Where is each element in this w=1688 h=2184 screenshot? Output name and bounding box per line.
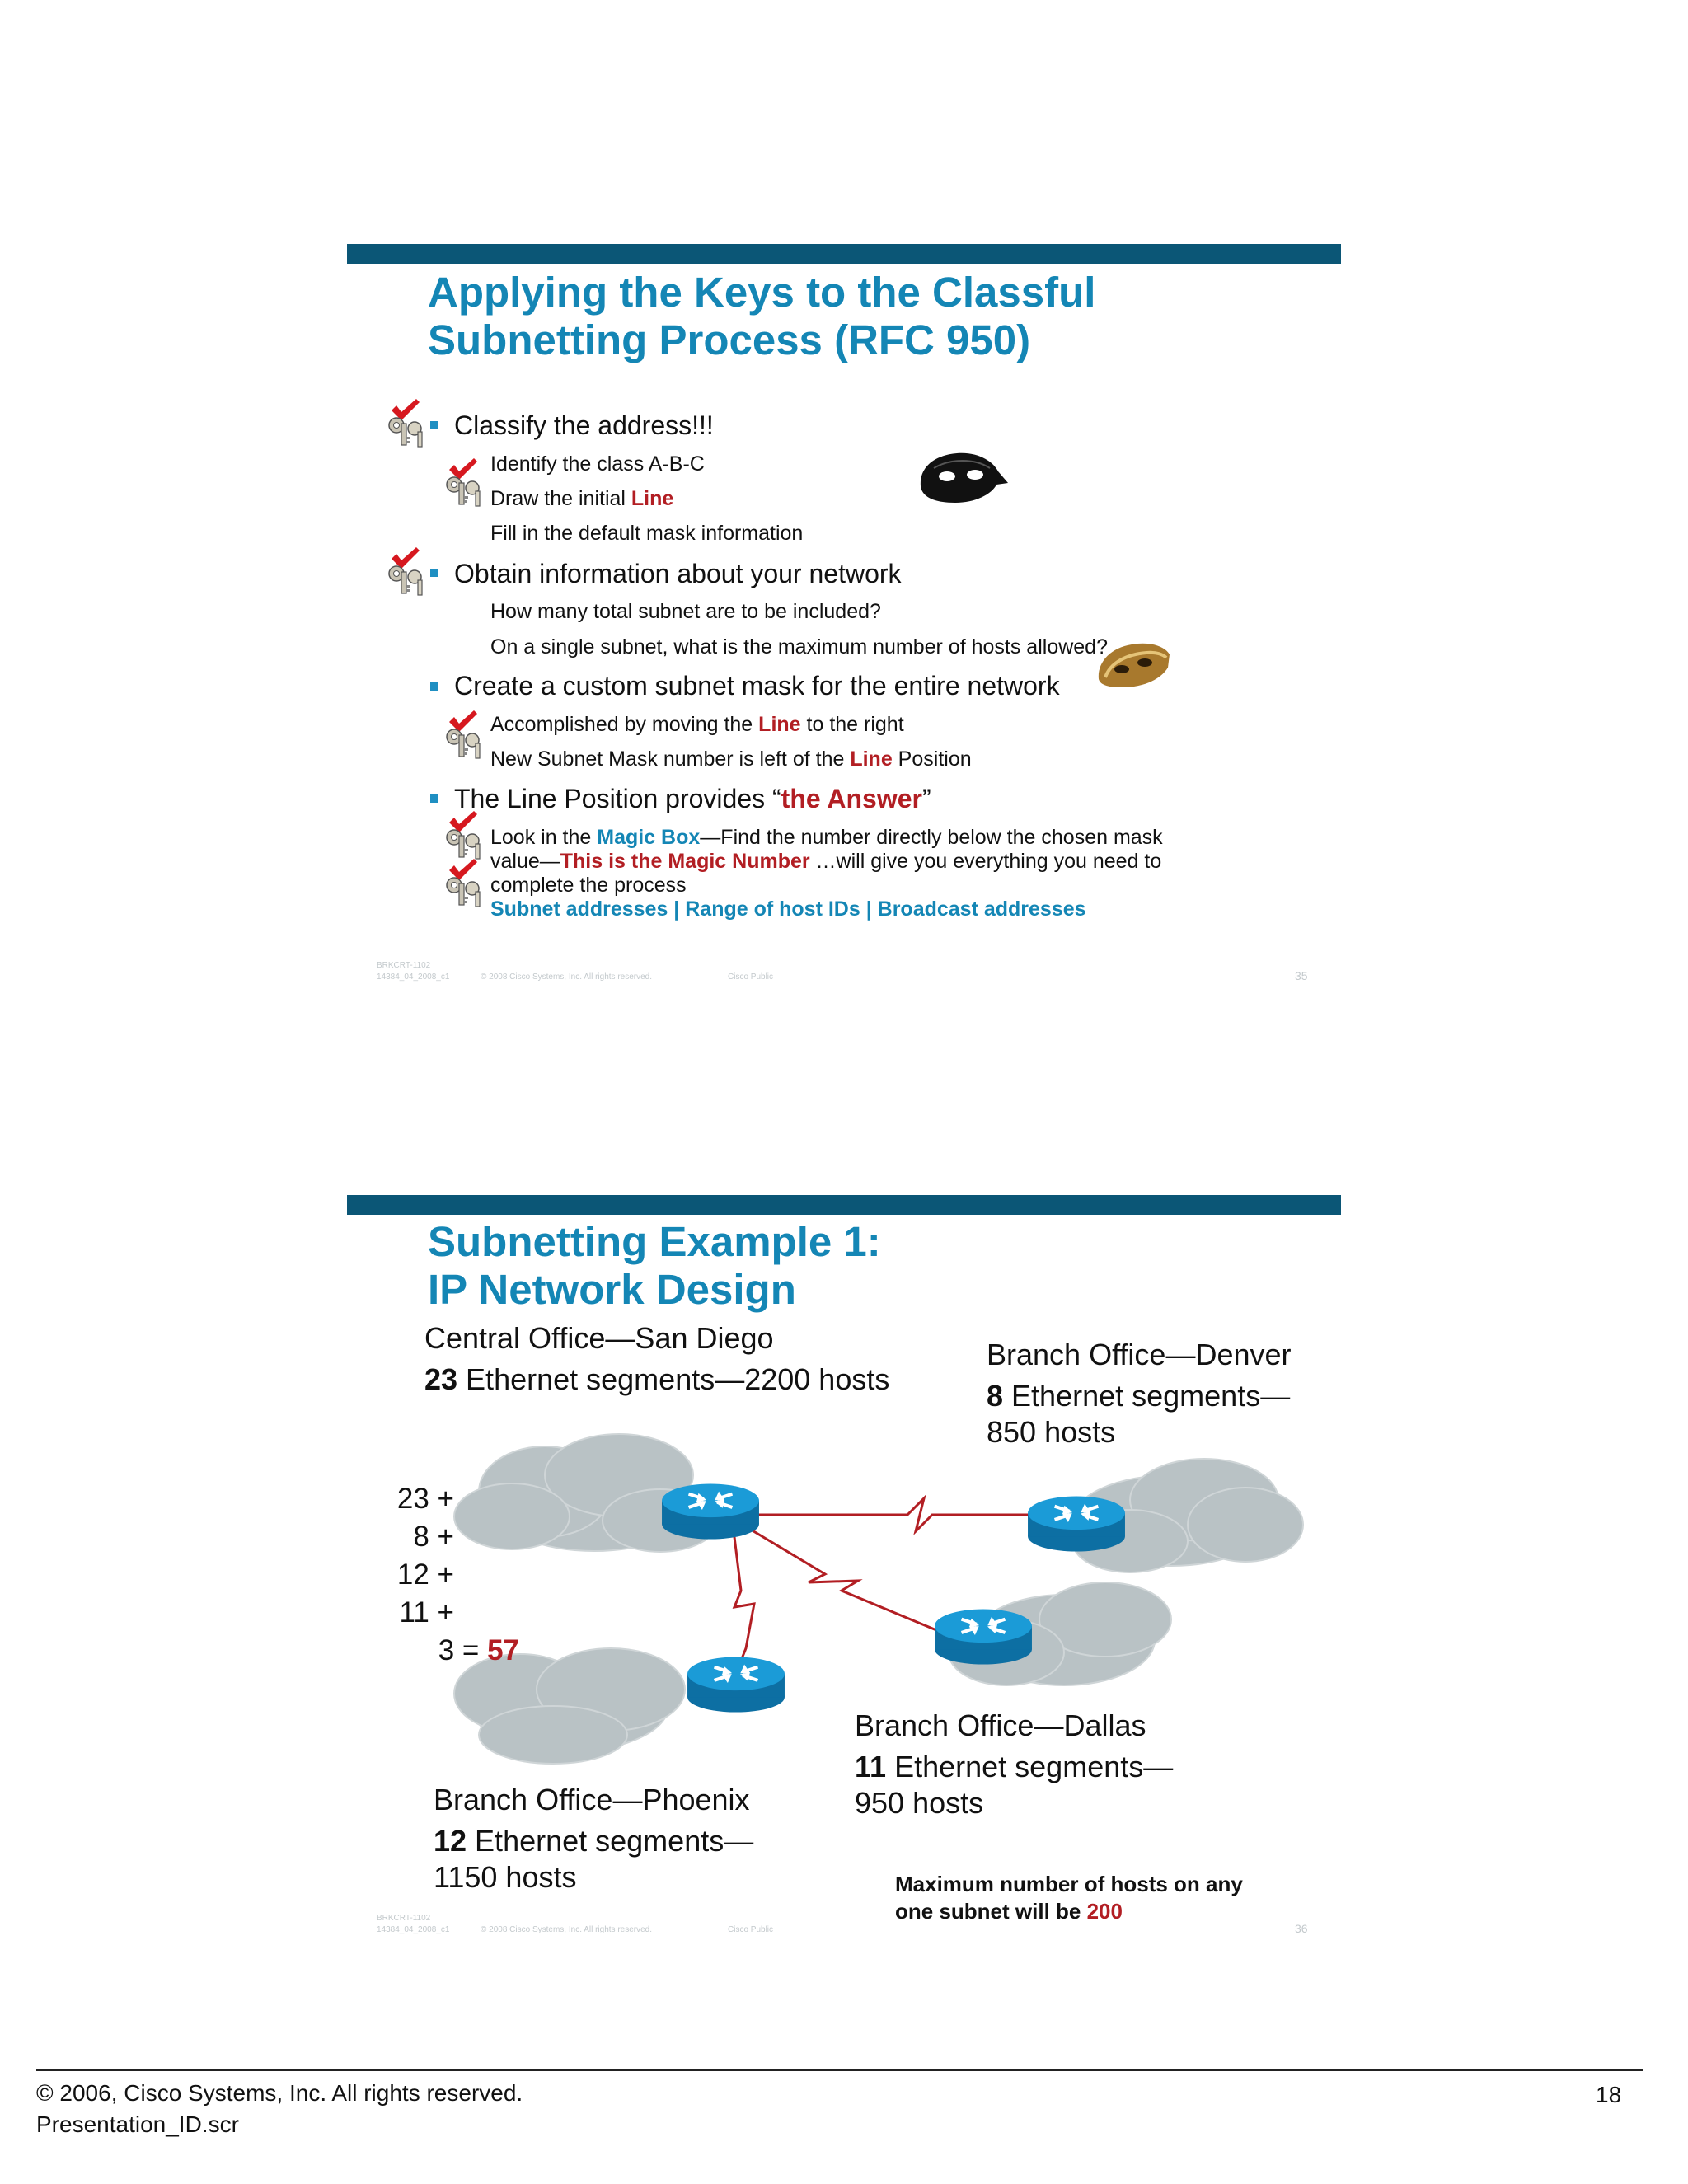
denver-office-detail	[987, 1378, 1292, 1414]
text: The Line Position provides “	[454, 784, 781, 813]
denver-office-hosts: 850 hosts	[987, 1415, 1116, 1449]
footer-copyright: © 2008 Cisco Systems, Inc. All rights reserved.	[481, 1925, 653, 1934]
central-office-name: Central Office—San Diego	[424, 1321, 774, 1355]
title-line-2: IP Network Design	[428, 1266, 796, 1313]
text: —Find the number directly below the chosen mask	[700, 826, 1163, 849]
footer-public: Cisco Public	[728, 1925, 774, 1934]
link-central-phoenix	[734, 1537, 754, 1665]
text: Accomplished by moving the	[490, 713, 759, 736]
segment-count: 12	[434, 1824, 467, 1858]
segment-count: 11	[855, 1750, 887, 1783]
sum-line: 8 +	[413, 1521, 454, 1553]
text: to the right	[800, 713, 904, 736]
router-icon	[662, 1483, 759, 1539]
bullet-custom-mask: Create a custom subnet mask for the entire network	[454, 671, 1060, 701]
bullet-square-icon	[430, 682, 438, 691]
page-footer-rule	[36, 2069, 1643, 2071]
key-icon	[444, 709, 487, 760]
sum-line: 11 +	[399, 1596, 454, 1629]
phoenix-office-label	[434, 1782, 753, 1896]
page-footer-copyright: © 2006, Cisco Systems, Inc. All rights reserved.	[36, 2080, 523, 2106]
sub-bullet-identify: Identify the class A-B-C	[490, 452, 705, 476]
key-icon	[444, 857, 487, 908]
line-keyword: Line	[758, 713, 801, 736]
footer-page-number: 36	[1295, 1922, 1308, 1935]
dallas-office-hosts: 950 hosts	[855, 1786, 984, 1820]
footer-session-id: BRKCRT-1102	[377, 1914, 431, 1923]
bullet-obtain-info: Obtain information about your network	[454, 559, 902, 588]
key-icon	[387, 546, 429, 597]
slide-36	[347, 1195, 1341, 1953]
link-central-denver	[734, 1498, 1031, 1531]
sub-bullet-magic-box	[490, 826, 1163, 850]
page-footer-number: 18	[1596, 2082, 1622, 2107]
text: Look in the	[490, 826, 598, 849]
bullet-square-icon	[430, 794, 438, 803]
denver-office-label	[987, 1337, 1292, 1451]
central-office-detail	[424, 1361, 889, 1398]
page-footer-filename: Presentation_ID.scr	[36, 2111, 239, 2137]
dallas-office-label	[855, 1708, 1173, 1821]
text: one subnet will be	[895, 1899, 1087, 1924]
denver-office-name: Branch Office—Denver	[987, 1338, 1292, 1371]
sub-bullet-new-mask	[490, 748, 972, 771]
segment-count: 8	[987, 1379, 1004, 1413]
footer-doc-id: 14384_04_2008_c1	[377, 1925, 450, 1934]
footer-session-id: BRKCRT-1102	[377, 961, 431, 970]
text: Ethernet segments—	[467, 1824, 754, 1858]
link-central-dallas	[743, 1525, 940, 1632]
sub-bullet-complete: complete the process	[490, 874, 687, 897]
magic-box-keyword: Magic Box	[597, 826, 701, 849]
segment-sum	[347, 1480, 454, 1632]
title-line-2: Subnetting Process (RFC 950)	[428, 316, 1031, 363]
central-office-label	[424, 1320, 889, 1398]
magic-number-keyword: This is the Magic Number	[560, 850, 810, 873]
max-hosts-line-1: Maximum number of hosts on any	[895, 1872, 1243, 1896]
black-mask-icon	[917, 450, 1010, 508]
text: Position	[892, 748, 972, 771]
gold-mask-icon	[1094, 638, 1173, 692]
bullet-square-icon	[430, 569, 438, 577]
slide-title	[428, 269, 1095, 364]
line-keyword: Line	[631, 487, 674, 510]
sum-line: 12 +	[396, 1558, 454, 1591]
text: Ethernet segments—	[1003, 1379, 1291, 1413]
text: New Subnet Mask number is left of the	[490, 748, 851, 771]
sub-bullet-total-subnets: How many total subnet are to be included?	[490, 600, 881, 623]
sub-bullet-magic-number	[490, 850, 1161, 874]
dallas-office-name: Branch Office—Dallas	[855, 1708, 1146, 1742]
router-icon	[1028, 1496, 1125, 1551]
title-line-1: Applying the Keys to the Classful	[428, 269, 1096, 316]
router-icon	[687, 1657, 785, 1712]
footer-page-number: 35	[1295, 969, 1308, 982]
footer-doc-id: 14384_04_2008_c1	[377, 972, 450, 982]
answer-keyword: the Answer	[781, 784, 922, 813]
sub-bullet-subnet-addresses: Subnet addresses | Range of host IDs | Broadcast addresses	[490, 898, 1086, 921]
dallas-office-detail	[855, 1749, 1173, 1785]
text: Draw the initial	[490, 487, 631, 510]
text: …will give you everything you need to	[809, 850, 1162, 873]
sub-bullet-max-hosts: On a single subnet, what is the maximum number of hosts allowed?	[490, 635, 1108, 658]
max-hosts-line-2	[895, 1898, 1243, 1925]
text: Ethernet segments—	[886, 1750, 1174, 1783]
title-line-1: Subnetting Example 1:	[428, 1218, 881, 1265]
slide-35	[347, 244, 1341, 1002]
phoenix-office-detail	[434, 1823, 753, 1859]
text: 3 =	[438, 1634, 488, 1666]
max-hosts-note	[895, 1871, 1243, 1925]
text: value—	[490, 850, 560, 873]
slide-header-bar	[347, 244, 1341, 264]
sum-total-line	[347, 1632, 519, 1670]
sub-bullet-fill-mask: Fill in the default mask information	[490, 522, 804, 545]
text: Ethernet segments—2200 hosts	[457, 1362, 890, 1396]
max-hosts-value: 200	[1086, 1899, 1123, 1924]
key-icon	[387, 397, 429, 448]
router-icon	[935, 1609, 1032, 1664]
footer-public: Cisco Public	[728, 972, 774, 982]
sub-bullet-draw-line	[490, 487, 673, 511]
phoenix-office-name: Branch Office—Phoenix	[434, 1783, 750, 1816]
bullet-classify: Classify the address!!!	[454, 410, 714, 440]
line-keyword: Line	[850, 748, 893, 771]
sub-bullet-move-line	[490, 713, 904, 737]
sum-line: 23 +	[396, 1483, 454, 1515]
phoenix-office-hosts: 1150 hosts	[434, 1860, 577, 1894]
footer-copyright: © 2008 Cisco Systems, Inc. All rights reserved.	[481, 972, 653, 982]
bullet-square-icon	[430, 421, 438, 429]
key-icon	[444, 457, 487, 508]
key-icon	[444, 809, 487, 860]
segment-count: 23	[424, 1362, 458, 1396]
bullet-line-position	[454, 784, 931, 814]
sum-total: 57	[487, 1634, 519, 1666]
text: ”	[921, 784, 931, 813]
